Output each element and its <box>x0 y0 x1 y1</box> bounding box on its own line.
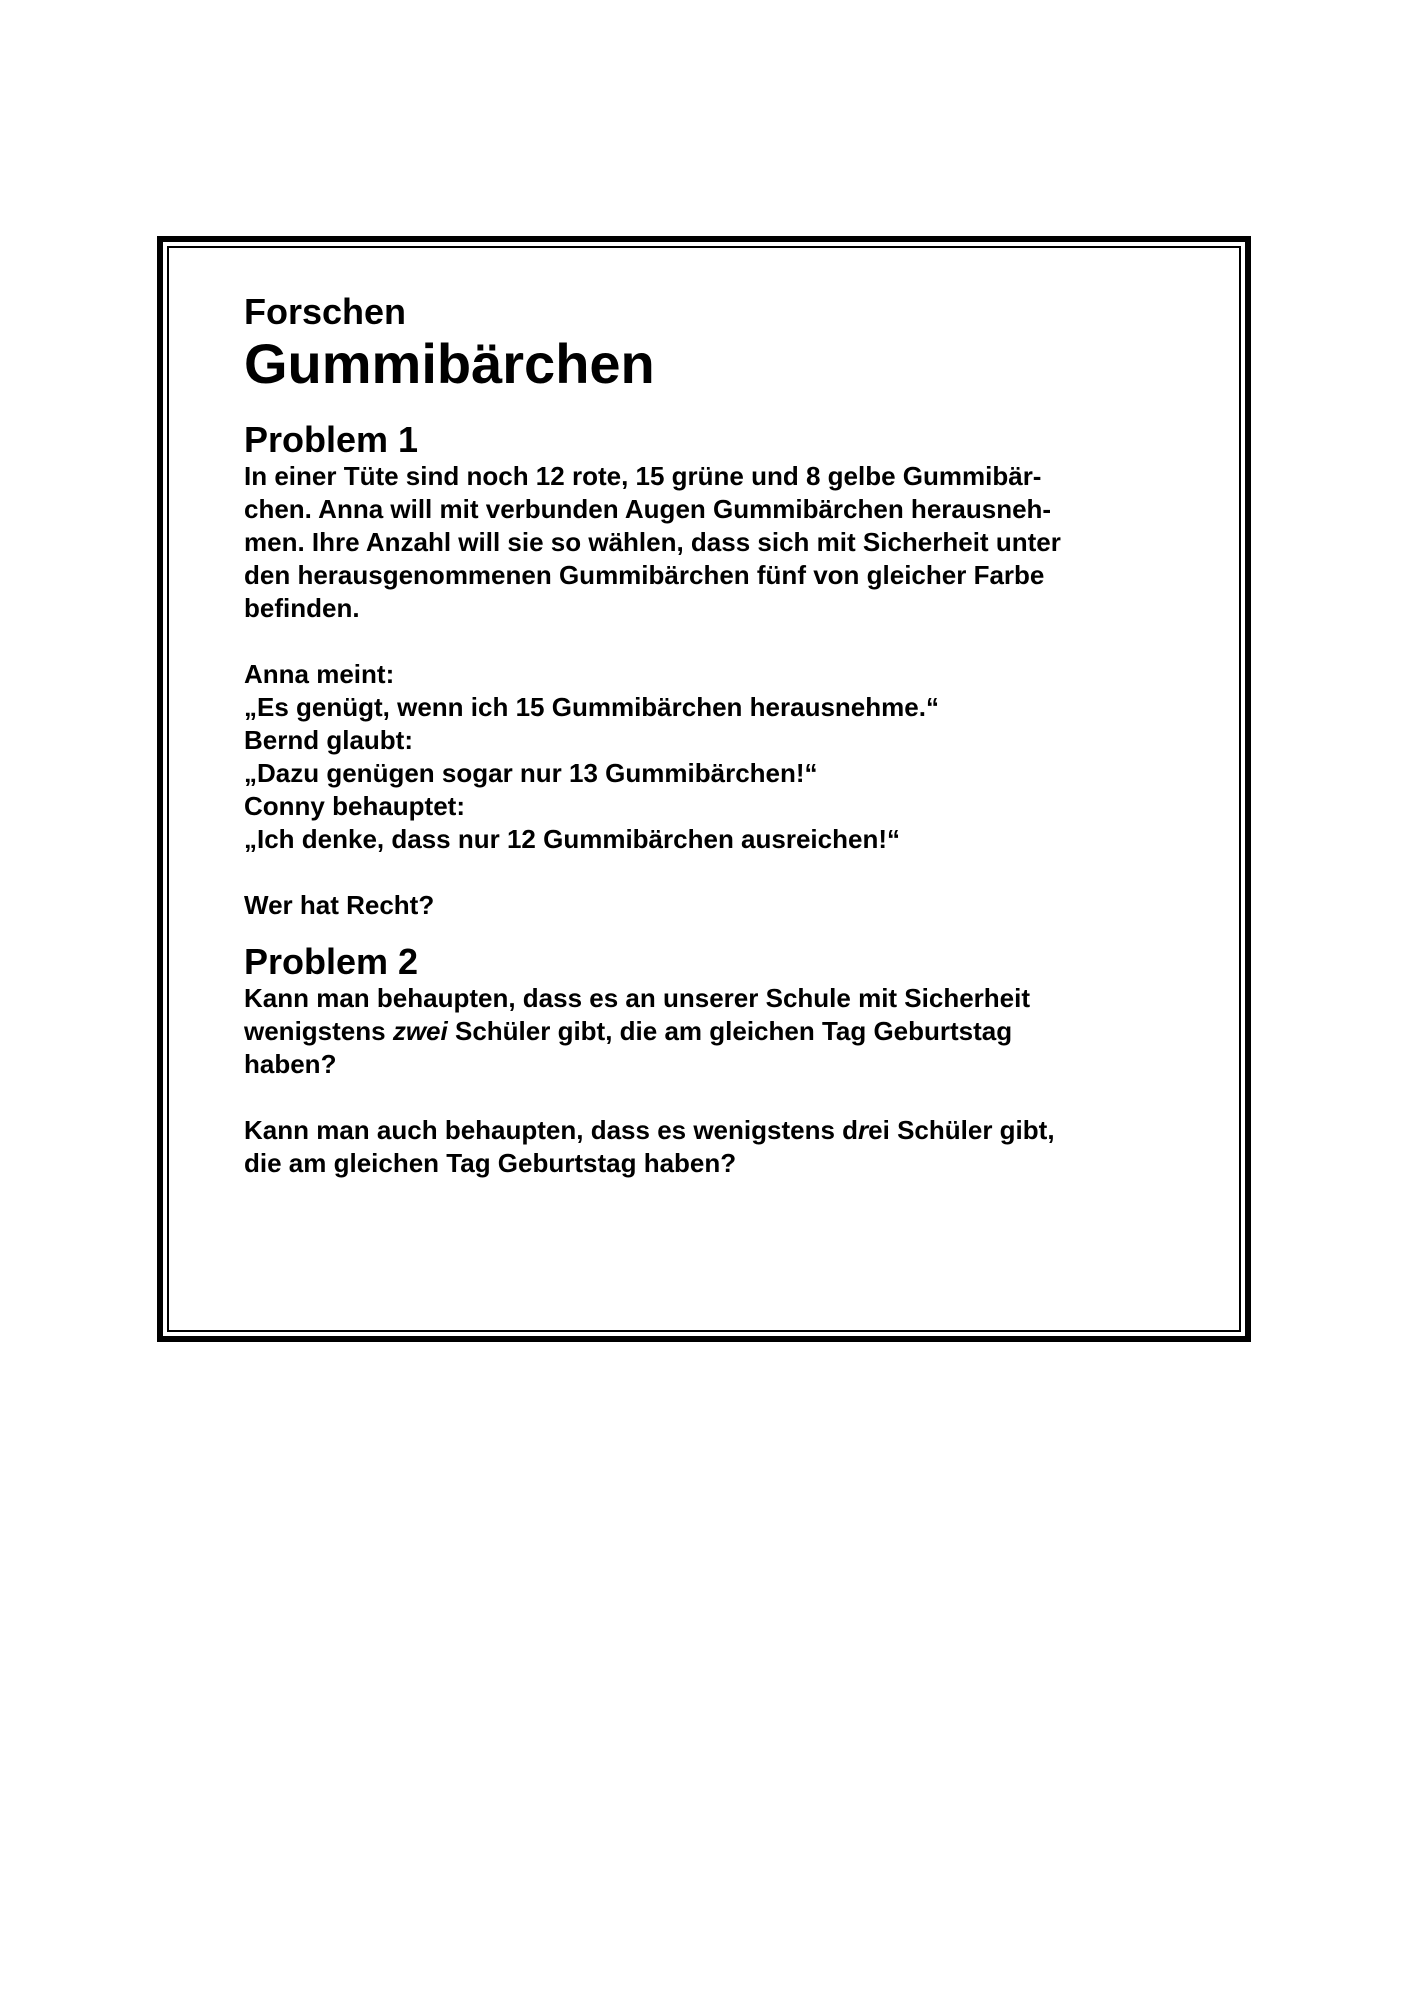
statement-speaker-bernd: Bernd glaubt: <box>244 725 413 755</box>
spacer <box>244 625 1184 658</box>
worksheet-content <box>244 292 1184 1180</box>
statement-quote-conny: „Ich denke, dass nur 12 Gummibärchen ausreichen!“ <box>244 824 900 854</box>
problem-1 <box>244 420 1184 922</box>
text-run: Schüler gibt, die am gleichen Tag Geburtstag <box>447 1016 1013 1046</box>
statement-quote-bernd: „Dazu genügen sogar nur 13 Gummibärchen!“ <box>244 758 818 788</box>
problem-1-heading: Problem 1 <box>244 419 419 460</box>
problem-1-text-line: befinden. <box>244 593 360 623</box>
spacer <box>244 922 1184 942</box>
emphasis-word: zwei <box>392 1016 448 1046</box>
spacer <box>244 856 1184 889</box>
text-run: wenigstens <box>244 1016 393 1046</box>
text-run: ei Schüler gibt, <box>868 1115 1055 1145</box>
emphasis-letter: r <box>858 1115 869 1145</box>
problem-1-text-line: In einer Tüte sind noch 12 rote, 15 grüne und 8 gelbe Gummibär- <box>244 461 1042 491</box>
statement-speaker-conny: Conny behauptet: <box>244 791 465 821</box>
problem-2-heading: Problem 2 <box>244 941 419 982</box>
problem-1-text-line: den herausgenommenen Gummibärchen fünf von gleicher Farbe <box>244 560 1045 590</box>
section-kicker: Forschen <box>244 291 407 332</box>
statement-quote-anna: „Es genügt, wenn ich 15 Gummibärchen herausnehme.“ <box>244 692 939 722</box>
problem-2-text-line <box>244 1114 1184 1147</box>
worksheet-frame <box>157 236 1251 1342</box>
statement-speaker-anna: Anna meint: <box>244 659 395 689</box>
problem-1-text-line: chen. Anna will mit verbunden Augen Gummibärchen herausneh- <box>244 494 1052 524</box>
problem-1-question: Wer hat Recht? <box>244 890 435 920</box>
page-title: Gummibärchen <box>244 332 655 395</box>
text-run: Kann man auch behaupten, dass es wenigstens d <box>244 1115 859 1145</box>
spacer <box>244 1081 1184 1114</box>
problem-1-text-line: men. Ihre Anzahl will sie so wählen, dass sich mit Sicherheit unter <box>244 527 1061 557</box>
problem-2-text-line: die am gleichen Tag Geburtstag haben? <box>244 1148 737 1178</box>
problem-2-text-line: haben? <box>244 1049 337 1079</box>
problem-2-text-line <box>244 1015 1184 1048</box>
problem-2-text-line: Kann man behaupten, dass es an unserer Schule mit Sicherheit <box>244 983 1031 1013</box>
problem-2 <box>244 942 1184 1180</box>
